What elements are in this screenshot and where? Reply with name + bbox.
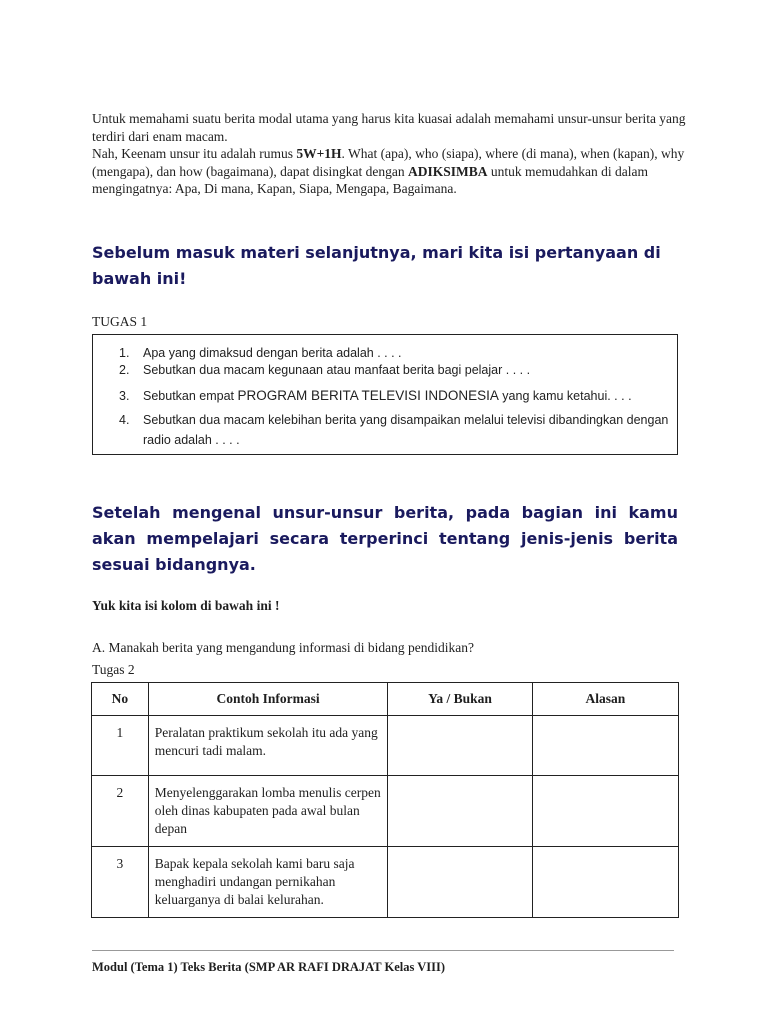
intro-line-2 (92, 145, 692, 198)
intro-line-2-prefix: Nah, Keenam unsur itu adalah rumus (92, 146, 297, 161)
table-header-row (92, 683, 679, 716)
task-text-caps: PROGRAM BERITA TELEVISI INDONESIA (237, 388, 499, 403)
cell-ya-bukan[interactable] (388, 776, 532, 847)
task-text: Sebutkan dua macam kelebihan berita yang disampaikan melalui televisi dibandingkan dengan radio adalah . . . . (143, 413, 669, 447)
header-ya-bukan: Ya / Bukan (388, 683, 532, 716)
task-number: 3. (119, 389, 130, 403)
tugas-1-box (92, 334, 678, 455)
intro-line-2-mid: . What (apa), who (siapa), where (di mana), when (kapan), why (mengapa), dan how (bagaimana), dapat disingkat dengan (92, 146, 685, 179)
table-row (92, 716, 679, 776)
task-text-prefix: Sebutkan empat (143, 389, 238, 403)
task-text-suffix: yang kamu ketahui. . . . (498, 389, 632, 403)
task-item (119, 410, 669, 450)
intro-formula: 5W+1H (296, 146, 342, 161)
cell-contoh: Bapak kepala sekolah kami baru saja menghadiri undangan pernikahan keluarganya di balai kelurahan. (148, 847, 388, 918)
intro-line-1: Untuk memahami suatu berita modal utama yang harus kita kuasai adalah memahami unsur-unsur berita yang terdiri dari enam macam. (92, 111, 686, 144)
instruction-subheading: Yuk kita isi kolom di bawah ini ! (92, 598, 280, 613)
tugas-1-label: TUGAS 1 (92, 314, 148, 329)
header-contoh-informasi: Contoh Informasi (148, 683, 388, 716)
footer-divider (92, 950, 674, 951)
task-text: Apa yang dimaksud dengan berita adalah . . . . (143, 346, 402, 360)
cell-contoh: Menyelenggarakan lomba menulis cerpen oleh dinas kabupaten pada awal bulan depan (148, 776, 388, 847)
task-item (119, 360, 669, 380)
intro-line-2-suffix: untuk memudahkan di dalam mengingatnya: Apa, Di mana, Kapan, Siapa, Mengapa, Bagaimana. (92, 163, 648, 196)
tugas-2-label: Tugas 2 (92, 662, 135, 677)
header-no: No (92, 683, 149, 716)
cell-alasan[interactable] (532, 847, 678, 918)
task-text (143, 386, 669, 406)
cell-ya-bukan[interactable] (388, 847, 532, 918)
table-row (92, 776, 679, 847)
question-a: A. Manakah berita yang mengandung informasi di bidang pendidikan? (92, 640, 475, 655)
intro-acronym: ADIKSIMBA (408, 163, 488, 179)
cell-no: 2 (92, 776, 149, 847)
section-heading-1: Sebelum masuk materi selanjutnya, mari kita isi pertanyaan di bawah ini! (92, 243, 661, 288)
page-footer: Modul (Tema 1) Teks Berita (SMP AR RAFI DRAJAT Kelas VIII) (92, 960, 446, 974)
cell-alasan[interactable] (532, 776, 678, 847)
section-heading-2: Setelah mengenal unsur-unsur berita, pada bagian ini kamu akan mempelajari secara terperinci tentang jenis-jenis berita sesuai bidangnya. (92, 503, 678, 574)
cell-no: 3 (92, 847, 149, 918)
cell-contoh: Peralatan praktikum sekolah itu ada yang mencuri tadi malam. (148, 716, 388, 776)
cell-no: 1 (92, 716, 149, 776)
task-number: 1. (119, 346, 130, 360)
task-item (119, 386, 669, 406)
tugas-2-table (91, 682, 679, 918)
task-number: 4. (119, 413, 130, 427)
intro-paragraph (92, 110, 692, 198)
table-row (92, 847, 679, 918)
cell-alasan[interactable] (532, 716, 678, 776)
task-number: 2. (119, 363, 130, 377)
task-text: Sebutkan dua macam kegunaan atau manfaat berita bagi pelajar . . . . (143, 363, 531, 377)
cell-ya-bukan[interactable] (388, 716, 532, 776)
header-alasan: Alasan (532, 683, 678, 716)
